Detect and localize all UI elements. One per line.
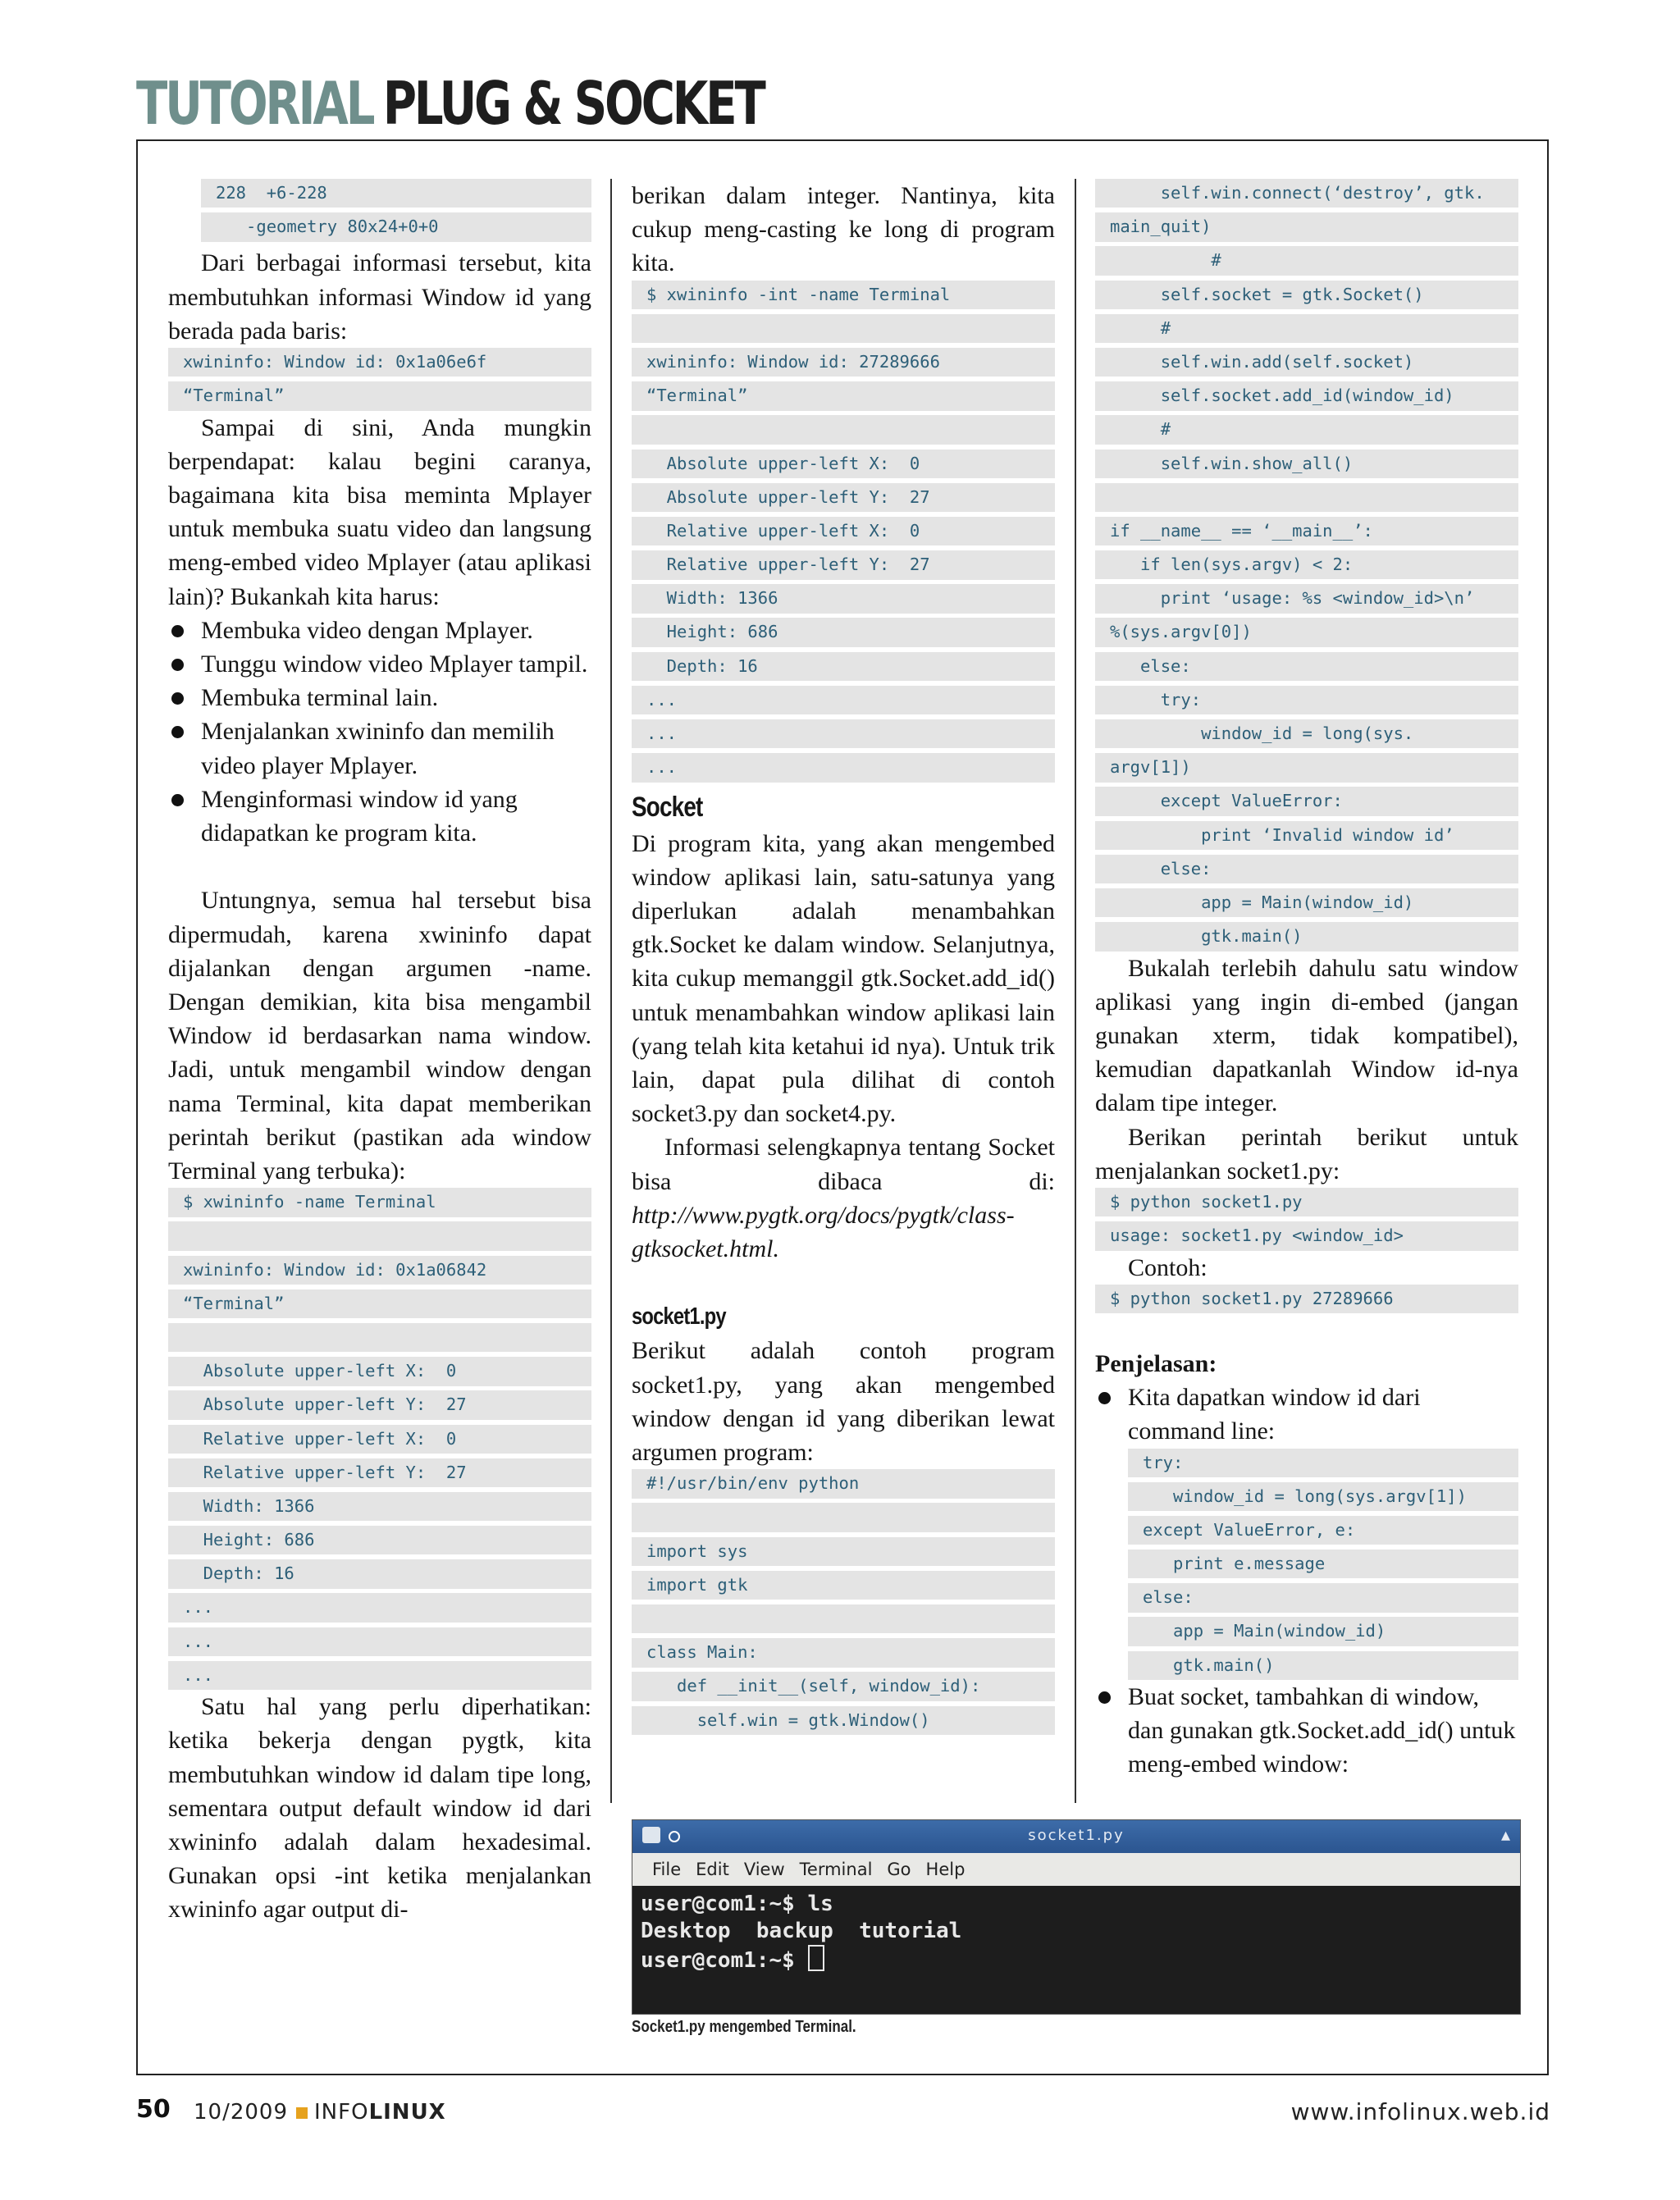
figure-caption: Socket1.py mengembed Terminal. — [632, 2018, 856, 2036]
paragraph: Satu hal yang perlu diperhatikan: ketika bekerja dengan pygtk, kita membutuhkan window id dalam tipe long, sementara output default window id dari xwininfo adalah dalam hexadesimal. Gunakan opsi -int ketika menjalankan xwininfo agar output di- — [168, 1693, 591, 1924]
page-number: 50 — [136, 2095, 171, 2124]
code-line: import sys — [632, 1537, 1055, 1566]
code-line: Height: 686 — [632, 618, 1055, 646]
code-line: ... — [168, 1627, 591, 1656]
list-item: Membuka terminal lain. — [201, 681, 591, 714]
code-block — [1095, 1188, 1518, 1251]
code-line: ... — [632, 719, 1055, 748]
window-titlebar — [632, 1820, 1520, 1853]
column-rule — [610, 179, 612, 1803]
paragraph: Di program kita, yang akan mengembed window aplikasi lain, satu-satunya yang diperlukan adalah menambahkan gtk.Socket ke dalam window. Selanjutnya, kita cukup memanggil gtk.Socket.add_id() untuk menambahkan window aplikasi lain (yang telah kita ketahui id nya). Untuk trik lain, dapat pula dilihat di contoh socket3.py dan socket4.py. — [632, 829, 1055, 1128]
code-line: Relative upper-left Y: 27 — [632, 550, 1055, 579]
menu-edit: Edit — [696, 1860, 729, 1879]
code-line: xwininfo: Window id: 0x1a06842 — [168, 1256, 591, 1285]
cursor-icon — [808, 1945, 824, 1971]
paragraph: Informasi selengkapnya tentang Socket bisa dibaca di: http://www.pygtk.org/docs/pygtk/class-gtksocket.html. — [632, 1134, 1055, 1263]
code-line: argv[1]) — [1095, 753, 1518, 782]
code-line: Absolute upper-left Y: 27 — [168, 1390, 591, 1419]
list-item: Membuka video dengan Mplayer. — [201, 614, 591, 647]
code-line: self.win = gtk.Window() — [632, 1706, 1055, 1735]
column-1 — [168, 179, 591, 1927]
issue-info: 10/2009 INFOLINUX — [194, 2100, 446, 2125]
code-line — [1095, 483, 1518, 512]
code-line: Relative upper-left X: 0 — [168, 1425, 591, 1454]
terminal-output — [632, 1886, 1520, 1979]
code-line: # — [1095, 246, 1518, 275]
code-line — [632, 1503, 1055, 1531]
maximize-icon: ▴ — [1500, 1825, 1510, 1846]
page-header — [136, 69, 764, 138]
code-line: # — [1095, 415, 1518, 444]
code-line — [632, 415, 1055, 444]
code-line: window_id = long(sys.argv[1]) — [1128, 1482, 1518, 1511]
code-line: print e.message — [1128, 1550, 1518, 1578]
paragraph: Dari berbagai informasi tersebut, kita membutuhkan informasi Window id yang berada pada baris: — [168, 249, 591, 345]
website-url: www.infolinux.web.id — [1290, 2098, 1550, 2125]
code-block — [1128, 1449, 1518, 1681]
code-line — [632, 314, 1055, 343]
magazine-name: INFOLINUX — [314, 2100, 446, 2125]
code-line: Relative upper-left X: 0 — [632, 517, 1055, 545]
list-item: Menginformasi window id yang didapatkan ke program kita. — [201, 783, 591, 850]
code-line: try: — [1128, 1449, 1518, 1477]
terminal-screenshot — [632, 1819, 1521, 2015]
code-line: def __init__(self, window_id): — [632, 1672, 1055, 1700]
code-block — [632, 1469, 1055, 1735]
code-line: print ‘Invalid window id’ — [1095, 821, 1518, 850]
subsection-heading: socket1.py — [632, 1303, 726, 1330]
paragraph: Sampai di sini, Anda mungkin berpendapat: kalau begini caranya, bagaimana kita bisa meminta Mplayer untuk membuka suatu video dan langsung meng-embed video Mplayer (atau aplikasi lain)? Bukankah kita harus: — [168, 413, 591, 610]
code-line: if len(sys.argv) < 2: — [1095, 550, 1518, 579]
bullet-list — [1095, 1680, 1518, 1782]
code-line: else: — [1128, 1583, 1518, 1612]
section-heading: Socket — [632, 791, 703, 823]
code-line: self.socket = gtk.Socket() — [1095, 281, 1518, 309]
code-line: xwininfo: Window id: 27289666 — [632, 348, 1055, 377]
code-line — [168, 1323, 591, 1352]
code-line: ... — [632, 686, 1055, 714]
code-line: else: — [1095, 855, 1518, 883]
code-line: gtk.main() — [1095, 922, 1518, 951]
code-line: Absolute upper-left X: 0 — [168, 1357, 591, 1385]
code-line: Relative upper-left Y: 27 — [168, 1458, 591, 1487]
paragraph: Bukalah terlebih dahulu satu window aplikasi yang ingin di-embed (jangan gunakan xterm, tidak kompatibel), kemudian dapatkanlah Window id-nya dalam tipe integer. — [1095, 954, 1518, 1117]
code-line: except ValueError: — [1095, 787, 1518, 815]
section-label: TUTORIAL — [136, 69, 373, 138]
column-rule — [1075, 179, 1076, 1803]
code-line: Height: 686 — [168, 1526, 591, 1554]
code-line: self.socket.add_id(window_id) — [1095, 381, 1518, 410]
article-title: PLUG & SOCKET — [382, 69, 764, 138]
code-block — [632, 281, 1055, 783]
menu-help: Help — [925, 1860, 966, 1879]
paragraph: Contoh: — [1128, 1253, 1208, 1281]
code-line: self.win.show_all() — [1095, 450, 1518, 478]
code-line: gtk.main() — [1128, 1651, 1518, 1680]
code-line: # — [1095, 314, 1518, 343]
code-line — [632, 1604, 1055, 1633]
code-line: ... — [168, 1661, 591, 1690]
list-item: Buat socket, tambahkan di window, dan gunakan gtk.Socket.add_id() untuk meng-embed window: — [1128, 1680, 1518, 1782]
code-block — [168, 1188, 591, 1690]
code-line: self.win.add(self.socket) — [1095, 348, 1518, 377]
code-line: import gtk — [632, 1571, 1055, 1600]
code-line: Depth: 16 — [632, 652, 1055, 681]
code-block — [201, 179, 591, 242]
code-line: $ xwininfo -int -name Terminal — [632, 281, 1055, 309]
code-line: Absolute upper-left X: 0 — [632, 450, 1055, 478]
paragraph: Untungnya, semua hal tersebut bisa dipermudah, karena xwininfo dapat dijalankan dengan argumen -name. Dengan demikian, kita bisa mengambil Window id berdasarkan nama window. Jadi, untuk mengambil window dengan nama Terminal, kita dapat memberikan perintah berikut (pastikan ada window Terminal yang terbuka): — [168, 887, 591, 1185]
code-line: “Terminal” — [632, 381, 1055, 410]
menu-view: View — [743, 1860, 785, 1879]
code-line: 228 +6-228 — [201, 179, 591, 208]
code-line: $ xwininfo -name Terminal — [168, 1188, 591, 1216]
column-2 — [632, 179, 1055, 1740]
code-line: %(sys.argv[0]) — [1095, 618, 1518, 646]
code-line: Width: 1366 — [632, 584, 1055, 613]
bullet-list — [168, 614, 591, 850]
code-line: “Terminal” — [168, 1289, 591, 1318]
code-line: Width: 1366 — [168, 1492, 591, 1521]
code-line: xwininfo: Window id: 0x1a06e6f — [168, 348, 591, 377]
list-item: Menjalankan xwininfo dan memilih video player Mplayer. — [201, 714, 591, 782]
menu-go: Go — [887, 1860, 911, 1879]
code-block — [1095, 179, 1518, 952]
code-line: try: — [1095, 686, 1518, 714]
code-block — [1095, 1285, 1518, 1313]
code-line: app = Main(window_id) — [1095, 888, 1518, 917]
code-line: ... — [632, 753, 1055, 782]
reference-url: http://www.pygtk.org/docs/pygtk/class-gtksocket.html. — [632, 1201, 1015, 1263]
list-item: Tunggu window video Mplayer tampil. — [201, 647, 591, 681]
code-line: #!/usr/bin/env python — [632, 1469, 1055, 1498]
paragraph: Berikut adalah contoh program socket1.py, yang akan mengembed window dengan id yang diberikan lewat argumen program: — [632, 1337, 1055, 1467]
menu-terminal: Terminal — [799, 1860, 873, 1879]
code-line: $ python socket1.py — [1095, 1188, 1518, 1216]
code-line: ... — [168, 1593, 591, 1622]
terminal-line: user@com1:~$ — [641, 1945, 1512, 1974]
square-icon — [296, 2107, 308, 2119]
menu-bar — [632, 1853, 1520, 1886]
code-line: print ‘usage: %s <window_id>\n’ — [1095, 584, 1518, 613]
code-line: Absolute upper-left Y: 27 — [632, 483, 1055, 512]
code-line: “Terminal” — [168, 381, 591, 410]
code-line — [168, 1221, 591, 1250]
code-line: $ python socket1.py 27289666 — [1095, 1285, 1518, 1313]
bullet-list — [1095, 1381, 1518, 1448]
code-line: main_quit) — [1095, 212, 1518, 241]
code-line: -geometry 80x24+0+0 — [201, 212, 591, 241]
code-line: class Main: — [632, 1638, 1055, 1667]
terminal-line: user@com1:~$ ls — [641, 1892, 833, 1916]
code-line: window_id = long(sys. — [1095, 719, 1518, 748]
code-line: self.win.connect(‘destroy’, gtk. — [1095, 179, 1518, 208]
paragraph: berikan dalam integer. Nantinya, kita cukup meng-casting ke long di program kita. — [632, 182, 1055, 277]
code-block — [168, 348, 591, 411]
paragraph: Berikan perintah berikut untuk menjalankan socket1.py: — [1095, 1123, 1518, 1184]
menu-file: File — [652, 1860, 682, 1879]
list-item: Kita dapatkan window id dari command line: — [1128, 1381, 1518, 1448]
column-3 — [1095, 179, 1518, 1782]
section-heading: Penjelasan: — [1095, 1349, 1217, 1377]
terminal-line: Desktop backup tutorial — [641, 1919, 962, 1943]
code-line: if __name__ == ‘__main__’: — [1095, 517, 1518, 545]
code-line: app = Main(window_id) — [1128, 1617, 1518, 1645]
code-line: except ValueError, e: — [1128, 1516, 1518, 1545]
window-title: socket1.py — [1028, 1827, 1125, 1844]
code-line: else: — [1095, 652, 1518, 681]
code-line: usage: socket1.py <window_id> — [1095, 1221, 1518, 1250]
code-line: Depth: 16 — [168, 1559, 591, 1588]
